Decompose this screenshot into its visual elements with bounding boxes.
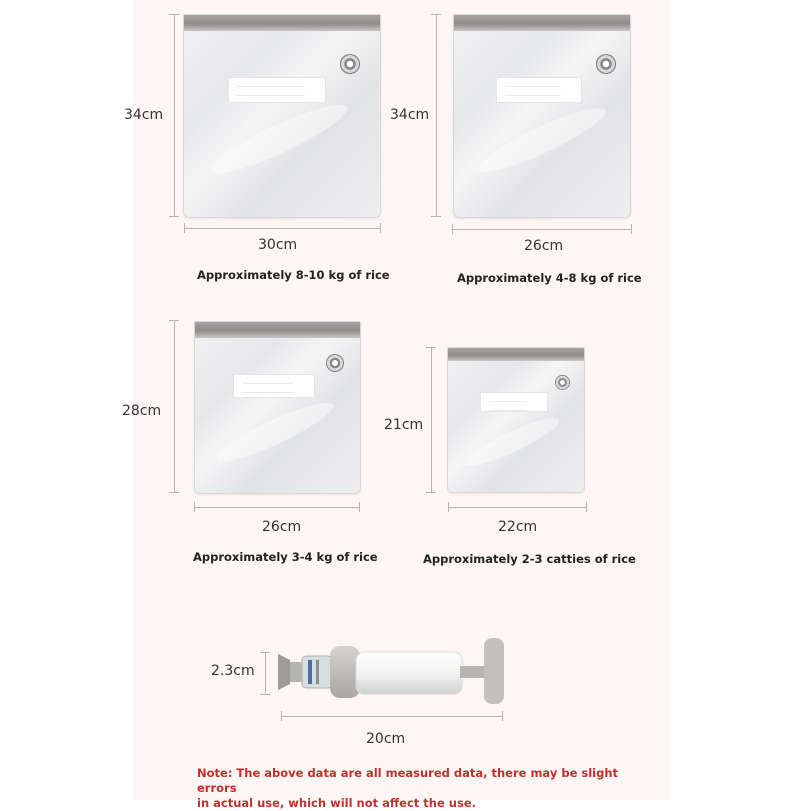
bag-3-image <box>194 321 361 494</box>
pump-length-tick-left <box>281 711 282 721</box>
bag-3-height-tick-top <box>169 320 179 321</box>
bag-4-height-tick-bottom <box>426 492 436 493</box>
bag-4-width-tick-left <box>448 502 449 512</box>
bag-3-height-line <box>174 320 175 492</box>
bag-2-width-tick-left <box>452 224 453 234</box>
bag-4-image <box>447 347 585 493</box>
bag-3-width-tick-left <box>194 502 195 512</box>
bag-3-valve-icon <box>326 354 344 372</box>
note-line-2: in actual use, which will not affect the use. <box>197 796 476 810</box>
bag-2-image <box>453 14 631 218</box>
bag-2-sheen <box>473 99 611 182</box>
bag-2-height-line <box>436 14 437 216</box>
pump-length-tick-right <box>502 711 503 721</box>
bag-4-height-tick-top <box>426 347 436 348</box>
bag-4-label-area <box>480 392 548 412</box>
bag-1-height-line <box>174 14 175 216</box>
bag-4-width-line <box>448 507 587 508</box>
bag-2-label-area <box>496 77 582 103</box>
bag-3-height-tick-bottom <box>169 492 179 493</box>
bag-3-sheen <box>212 394 338 470</box>
bag-3-height-label: 28cm <box>122 403 162 419</box>
bag-1-width-tick-right <box>380 223 381 233</box>
bag-1-valve-icon <box>340 54 360 74</box>
disclaimer-note <box>197 766 627 811</box>
bag-3-width-line <box>194 507 360 508</box>
bag-3-zipper <box>195 322 360 338</box>
bag-3-label-area <box>233 374 315 398</box>
bag-2-height-tick-bottom <box>431 216 441 217</box>
bag-4-height-line <box>431 347 432 492</box>
bag-2-height-tick-top <box>431 14 441 15</box>
bag-1-image <box>183 14 381 218</box>
bag-2-width-label: 26cm <box>524 238 564 254</box>
bag-2-capacity: Approximately 4-8 kg of rice <box>457 271 642 285</box>
bag-1-label-area <box>228 77 326 103</box>
bag-2-valve-icon <box>596 54 616 74</box>
bag-2-width-tick-right <box>631 224 632 234</box>
pump-length-line <box>281 716 503 717</box>
pump-height-tick-top <box>260 652 270 653</box>
bag-1-width-line <box>184 228 381 229</box>
bag-4-zipper <box>448 348 584 361</box>
bag-4-width-label: 22cm <box>498 519 538 535</box>
bag-1-capacity: Approximately 8-10 kg of rice <box>197 268 390 282</box>
bag-1-width-tick-left <box>184 223 185 233</box>
bag-3-width-tick-right <box>359 502 360 512</box>
bag-1-height-tick-top <box>169 14 179 15</box>
hand-pump-image <box>270 632 515 712</box>
bag-4-valve-icon <box>555 375 570 390</box>
bag-1-height-label: 34cm <box>124 107 164 123</box>
note-line-1: Note: The above data are all measured data, there may be slight errors <box>197 766 619 795</box>
bag-1-height-tick-bottom <box>169 216 179 217</box>
pump-height-line <box>265 652 266 694</box>
bag-1-sheen <box>205 95 353 184</box>
bag-2-width-line <box>452 229 632 230</box>
pump-height-tick-bottom <box>260 694 270 695</box>
bag-3-width-label: 26cm <box>262 519 302 535</box>
bag-1-width-label: 30cm <box>258 237 298 253</box>
bag-4-capacity: Approximately 2-3 catties of rice <box>423 552 636 566</box>
bag-4-sheen <box>461 411 564 473</box>
bag-4-width-tick-right <box>586 502 587 512</box>
bag-1-zipper <box>184 15 380 31</box>
pump-height-label: 2.3cm <box>211 663 255 679</box>
bag-4-height-label: 21cm <box>384 417 424 433</box>
pump-length-label: 20cm <box>366 731 406 747</box>
bag-2-zipper <box>454 15 630 31</box>
bag-3-capacity: Approximately 3-4 kg of rice <box>193 550 378 564</box>
bag-2-height-label: 34cm <box>390 107 430 123</box>
